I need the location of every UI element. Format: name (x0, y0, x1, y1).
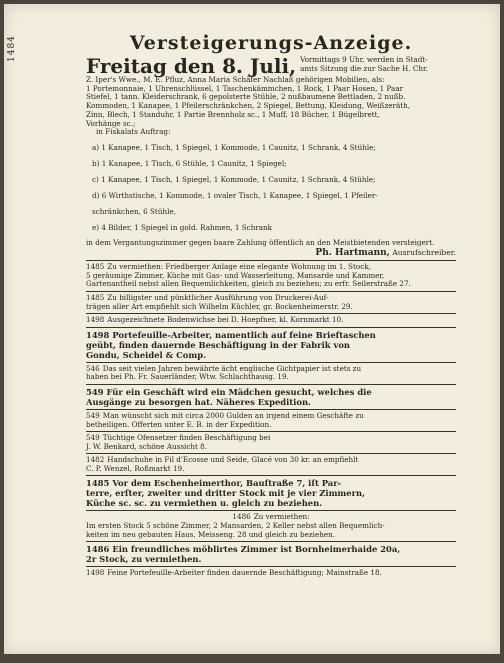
signature-name: Ph. Hartmann, (315, 248, 390, 259)
ad-line (86, 350, 456, 360)
ad-divider (86, 510, 456, 511)
ad-divider (86, 362, 456, 363)
ad-text: Das seit vielen Jahren bewährte ächt englische Gichtpapier ist stets zu (102, 363, 362, 373)
ad-number: 546 (86, 363, 100, 373)
ad-text: Gondu, Scheidel & Comp. (86, 349, 206, 360)
ad-text: J. W. Benkard, schöne Aussicht 8. (86, 441, 208, 451)
ad-text: Zu billigster und pünktlicher Ausführung von Druckerei-Auf- (107, 292, 329, 302)
ad-text: Gartenantheil nebst allen Bequemlichkeiten, gleich zu beziehen; zu erfr. Seilerstraße 27. (86, 279, 411, 289)
auction-item: c) 1 Kanapee, 1 Tisch, 1 Spiegel, 1 Kommode, 1 Caunitz, 1 Schrank, 4 Stühle; (92, 174, 376, 184)
ad-text: Vor dem Eschenheimerthor, Bauſtraße 7, iſt Par- (112, 478, 342, 489)
ad-line (86, 569, 456, 578)
ad-line (86, 531, 456, 540)
ad-number: 1498 (86, 315, 105, 325)
ad-line (86, 488, 456, 498)
auction-item: b) 1 Kanapee, 1 Tisch, 6 Stühle, 1 Caunitz, 1 Spiegel; (92, 159, 287, 168)
ad-text: 2r Stock, zu vermiethen. (86, 554, 202, 565)
ad-line (86, 373, 456, 382)
ad-text: haben bei Ph. Fr. Sauerländer, Wtw. Schlachthausg. 19. (86, 372, 289, 382)
intro-line: Stiefel, 1 tann. Kleiderschrank, 6 gepolsterte Stühle, 2 nußbaumene Bettladen, 2 nußb. (86, 92, 406, 102)
ad-text: keiten im neu gebauten Haus, Meisseng. 28 und gleich zu beziehen. (86, 529, 336, 539)
auction-item: a) 1 Kanapee, 1 Tisch, 1 Spiegel, 1 Kommode, 1 Caunitz, 1 Schrank, 4 Stühle; (92, 143, 376, 153)
intro-line: Kommoden, 1 Kanapee, 1 Pfeilerschränkchen, 2 Spiegel, Bettung, Kleidung, Weißzeräth, (86, 101, 411, 111)
ad-text: Zu vermiethen: Friedberger Anlage eine elegante Wohnung im 1. Stock, (107, 262, 371, 272)
classified-ads (86, 260, 456, 578)
ad-divider (86, 313, 456, 314)
ad-number: 1486 (86, 544, 110, 555)
auction-intro-block (300, 56, 428, 73)
ad-line (86, 280, 456, 289)
classified-ad (86, 263, 456, 289)
auction-dateline (86, 56, 456, 76)
ad-text: Tüchtige Ofensetzer finden Beschäftigung bei (102, 433, 271, 443)
ad-line (86, 330, 456, 340)
ad-divider (86, 291, 456, 292)
ad-line (86, 554, 456, 564)
ad-text: Zu vermiethen: (253, 512, 310, 522)
ad-line (86, 421, 456, 430)
auction-signature (86, 248, 456, 258)
ad-text: Ein freundliches möblirtes Zimmer ist Bornheimerhaide 20a, (112, 544, 401, 555)
ad-text: Im ersten Stock 5 schöne Zimmer, 2 Mansarden, 2 Keller nebst allen Bequemlich- (86, 521, 385, 531)
ad-text: trägen aller Art empfiehlt sich Wilhelm Küchler, gr. Bockenheimerstr. 29. (86, 301, 353, 311)
ad-number: 1498 (86, 568, 105, 578)
ad-number: 1485 (86, 292, 105, 302)
fiscal-order: in Fiskalats Auftrag: (96, 127, 171, 137)
ad-divider (86, 384, 456, 385)
ad-text: Küche sc. sc. zu vermiethen u. gleich zu beziehen. (86, 498, 323, 509)
auction-date: Freitag den 8. Juli, (86, 54, 297, 78)
ad-line (86, 498, 456, 508)
classified-ad (86, 294, 456, 311)
ad-number: 1485 (86, 478, 110, 489)
intro-line: 1 Portemonnaie, 1 Uhrenschlüssel, 1 Taschenkämmchen, 1 Rock, 1 Paar Hosen, 1 Paar (86, 83, 404, 93)
classified-ad (86, 434, 456, 451)
ad-divider (86, 541, 456, 542)
ad-number: 1485 (86, 262, 105, 272)
ad-line (86, 478, 456, 488)
ad-line (86, 443, 456, 452)
auction-intro-1: Vormittags 9 Uhr, werden in Stadt- (300, 55, 428, 64)
margin-number: 1484 (7, 35, 17, 62)
ad-text: betheiligen. Offerten unter E. B. in der Expedition. (86, 419, 272, 429)
ad-line (86, 465, 456, 474)
ad-text: geübt, finden dauernde Beschäftigung in der Fabrik von (86, 339, 351, 350)
ad-number: 549 (86, 410, 100, 420)
classified-ad (86, 544, 456, 564)
ad-divider (86, 431, 456, 432)
classified-ad (86, 412, 456, 429)
ad-text: Ausgänge zu besorgen hat. Näheres Expedition. (86, 396, 311, 407)
ad-line (86, 303, 456, 312)
ad-text: Man wünscht sich mit circa 2000 Gulden an irgend einem Geschäfte zu (102, 410, 364, 420)
classified-ad (86, 569, 456, 578)
classified-ad (86, 478, 456, 508)
ad-text: Ausgezeichnete Bodenwichse bei D. Hoepfner, kl. Kornmarkt 10. (107, 315, 344, 325)
classified-ad (86, 456, 456, 473)
newspaper-page (4, 4, 500, 654)
intro-line: Z. Iper's Wwe., M. E. Pfluz, Anna Maria Schäfer Nachlaß gehörigen Mobilien, als: (86, 75, 385, 84)
ad-divider (86, 409, 456, 410)
ad-text: Portefeuille-Arbeiter, namentlich auf feine Brieftaschen (112, 329, 376, 340)
ad-divider (86, 327, 456, 328)
auction-intro-lines (86, 76, 456, 128)
intro-line: Vorhänge sc.; (86, 118, 136, 128)
classified-ad (86, 365, 456, 382)
ad-line (86, 544, 456, 554)
auction-closing: in dem Vergantungszimmer gegen baare Zahlung öffentlich an den Meistbietenden versteigert. (86, 238, 435, 248)
ad-line (86, 340, 456, 350)
ad-line (86, 316, 456, 325)
ad-text: terre, erſter, zweiter und dritter Stock mit je vier Zimmern, (86, 488, 366, 499)
auction-item: d) 6 Wirthstische, 1 Kommode, 1 ovaler Tisch, 1 Kanapee, 1 Spiegel, 1 Pfeiler- (92, 190, 378, 200)
ad-number: 1482 (86, 455, 105, 465)
ad-divider (86, 453, 456, 454)
signature-role: Ausrufschreiber. (392, 248, 456, 258)
ad-text: Für ein Geschäft wird ein Mädchen gesucht, welches die (106, 386, 372, 397)
ad-divider (86, 566, 456, 567)
ad-text: Feine Portefeuille-Arbeiter finden dauernde Beschäftigung; Mainstraße 18. (107, 568, 382, 578)
intro-line: Zinn, Blech, 1 Standuhr, 1 Partie Brennholz sc., 1 Muff, 18 Bücher, 1 Bügelbrett, (86, 109, 380, 119)
auction-title: Versteigerungs-Anzeige. (129, 32, 413, 54)
ad-text: 5 geräumige Zimmer, Küche mit Gas- und Wasserleitung, Mansarde und Kammer, (86, 270, 385, 280)
auction-item: e) 4 Bilder, 1 Spiegel in gold. Rahmen, 1 Schrank (92, 222, 273, 232)
ad-divider (86, 260, 456, 261)
classified-ad (86, 330, 456, 360)
auction-intro-2: amts Sitzung die zur Sache H. Chr. (300, 63, 428, 73)
ad-line (86, 387, 456, 397)
classified-ad (86, 513, 456, 539)
ad-number: 549 (86, 386, 104, 397)
classified-ad (86, 316, 456, 325)
ad-number: 549 (86, 433, 100, 443)
auction-item: schränkchen, 6 Stühle, (92, 206, 176, 216)
ad-number: 1486 (232, 512, 251, 522)
classified-ad (86, 387, 456, 407)
ad-line (86, 397, 456, 407)
ad-number: 1498 (86, 329, 110, 340)
ad-text: C. P. Wenzel, Roßmarkt 19. (86, 463, 185, 473)
auction-items (86, 144, 456, 232)
page-content (86, 22, 456, 578)
ad-text: Handschuhe in Fil d'Ecosse und Seide, Glacé von 30 kr. an empfiehlt (107, 455, 359, 465)
ad-divider (86, 475, 456, 476)
